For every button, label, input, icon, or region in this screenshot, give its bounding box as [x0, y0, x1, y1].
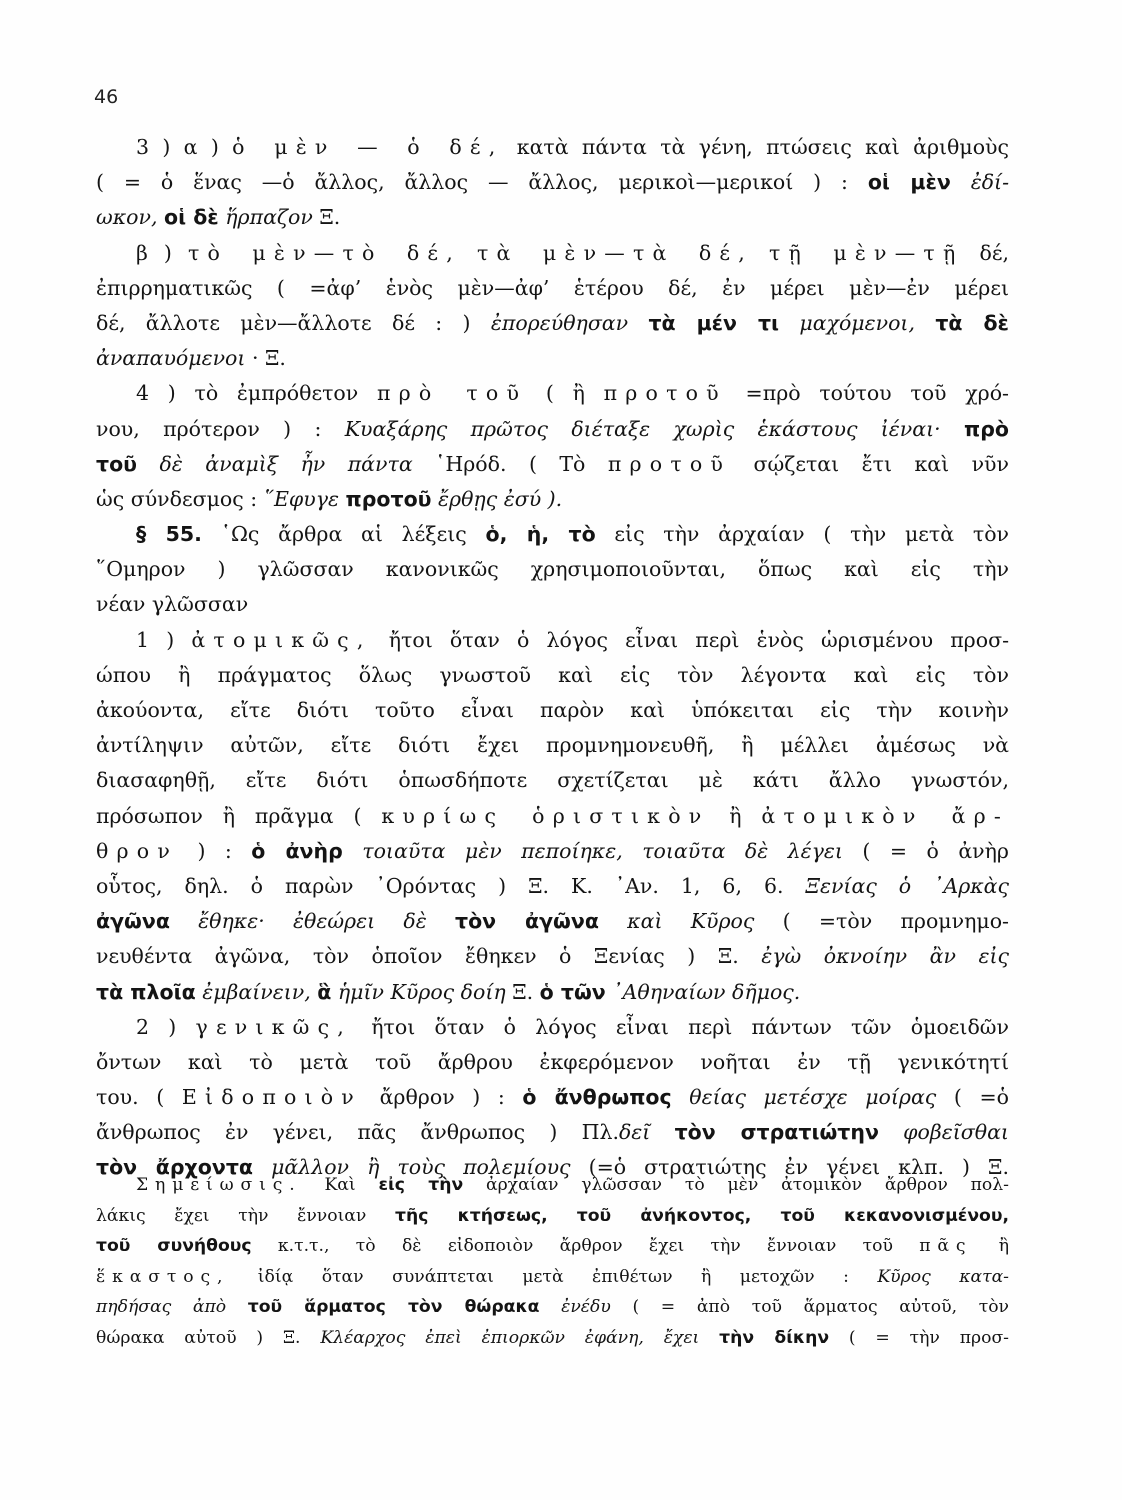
text-line: οὗτος, δηλ. ὁ παρὼν ᾿Ορόντας ) Ξ. Κ. ᾿Αν. 1, 6, 6. Ξενίας ὁ ᾿Αρκὰς	[96, 873, 1010, 898]
footnote-line: Σημείωσις. Καὶ εἰς τὴν ἀρχαίαν γλῶσσαν τὸ μὲν ἀτομικὸν ἄρθρον πολ-	[136, 1175, 1009, 1195]
text-line: θρον ) : ὁ ἀνὴρ τοιαῦτα μὲν πεποίηκε, τοιαῦτα δὲ λέγει ( = ὁ ἀνὴρ	[96, 838, 1009, 863]
footnote-line: τοῦ συνήθους κ.τ.τ., τὸ δὲ εἰδοποιὸν ἄρθρον ἔχει τὴν ἔννοιαν τοῦ πᾶς ἢ	[96, 1236, 1009, 1256]
text-line: του. ( Εἰδοποιὸν ἄρθρον ) : ὁ ἄνθρωπος θείας μετέσχε μοίρας ( =ὁ	[96, 1085, 1009, 1110]
text-line: πρόσωπον ἢ πρᾶγμα ( κυρίως ὁριστικὸν ἢ ἀτομικὸν ἄρ-	[96, 803, 1009, 828]
text-line: 1 ) ἀτομικῶς, ἤτοι ὅταν ὁ λόγος εἶναι περὶ ἑνὸς ὡρισμένου προσ-	[136, 627, 1009, 652]
page-number: 46	[94, 86, 119, 108]
main-text	[96, 130, 1009, 1186]
text-line: § 55. ῾Ως ἄρθρα αἱ λέξεις ὁ, ἡ, τὸ εἰς τὴν ἀρχαίαν ( τὴν μετὰ τὸν	[136, 522, 1009, 547]
text-line: ώπου ἢ πράγματος ὅλως γνωστοῦ καὶ εἰς τὸν λέγοντα καὶ εἰς τὸν	[96, 662, 1009, 687]
footnote-line: πηδήσας ἀπὸ τοῦ ἅρματος τὸν θώρακα ἐνέδυ ( = ἀπὸ τοῦ ἅρματος αὐτοῦ, τὸν	[96, 1297, 1009, 1317]
footnote-line: λάκις ἔχει τὴν ἔννοιαν τῆς κτήσεως, τοῦ ἀνήκοντος, τοῦ κεκανονισμένου,	[96, 1205, 1009, 1226]
text-line: ὄντων καὶ τὸ μετὰ τοῦ ἄρθρου ἐκφερόμενον νοῆται ἐν τῇ γενικότητί	[96, 1049, 1009, 1074]
text-line: ἀναπαυόμενοι · Ξ.	[96, 346, 286, 371]
text-line: τὸν ἄρχοντα μᾶλλον ἢ τοὺς πολεμίους (=ὁ στρατιώτης ἐν γένει κλπ. ) Ξ.	[96, 1155, 1009, 1180]
text-line: 3 ) α ) ὁ μὲν — ὁ δέ, κατὰ πάντα τὰ γένη, πτώσεις καὶ ἀριθμοὺς	[136, 135, 1010, 159]
footnote-text	[96, 1170, 1009, 1353]
text-line: νευθέντα ἀγῶνα, τὸν ὁποῖον ἔθηκεν ὁ Ξενίας ) Ξ. ἐγὼ ὀκνοίην ἂν εἰς	[96, 944, 1010, 969]
text-line: 2 ) γενικῶς, ἤτοι ὅταν ὁ λόγος εἶναι περὶ πάντων τῶν ὁμοειδῶν	[136, 1014, 1009, 1039]
footnote-line: θώρακα αὐτοῦ ) Ξ. Κλέαρχος ἐπεὶ ἐπιορκῶν ἐφάνη, ἔχει τὴν δίκην ( = τὴν προσ-	[96, 1327, 1009, 1348]
text-line: 4 ) τὸ ἐμπρόθετον πρὸ τοῦ ( ἢ προτοῦ =πρὸ τούτου τοῦ χρό-	[136, 381, 1009, 406]
text-line: ἄνθρωπος ἐν γένει, πᾶς ἄνθρωπος ) Πλ.δεῖ τὸν στρατιώτην φοβεῖσθαι	[96, 1120, 1009, 1145]
text-line: διασαφηθῇ, εἴτε διότι ὁπωσδήποτε σχετίζεται μὲ κάτι ἄλλο γνωστόν,	[96, 768, 1009, 793]
text-line: τὰ πλοῖα ἐμβαίνειν, ἃ ἡμῖν Κῦρος δοίη Ξ. ὁ τῶν ᾿Αθηναίων δῆμος.	[96, 979, 801, 1004]
text-line: δέ, ἄλλοτε μὲν—ἄλλοτε δέ : ) ἐπορεύθησαν τὰ μέν τι μαχόμενοι, τὰ δὲ	[96, 310, 1009, 335]
text-line: νέαν γλῶσσαν	[96, 592, 249, 617]
text-line: β ) τὸ μὲν—τὸ δέ, τὰ μὲν—τὰ δέ, τῇ μὲν—τῇ δέ,	[136, 240, 1009, 265]
text-line: ὡς σύνδεσμος : ῞Εφυγε προτοῦ ἔρθῃς ἐσύ ).	[96, 486, 563, 511]
text-line: ( = ὁ ἕνας —ὁ ἄλλος, ἄλλος — ἄλλος, μερικοὶ—μερικοί ) : οἱ μὲν ἐδί-	[96, 170, 1009, 195]
text-line: ωκον, οἱ δὲ ἥρπαζον Ξ.	[96, 205, 341, 230]
footnote-line: ἕκαστος, ἰδίᾳ ὅταν συνάπτεται μετὰ ἐπιθέτων ἢ μετοχῶν : Κῦρος κατα-	[96, 1266, 1009, 1287]
text-line: ἀκούοντα, εἴτε διότι τοῦτο εἶναι παρὸν καὶ ὑπόκειται εἰς τὴν κοινὴν	[96, 698, 1009, 722]
text-line: τοῦ δὲ ἀναμὶξ ἦν πάντα ῾Ηρόδ. ( Τὸ προτοῦ σῴζεται ἔτι καὶ νῦν	[96, 451, 1009, 476]
text-line: νου, πρότερον ) : Κυαξάρης πρῶτος διέταξε χωρὶς ἑκάστους ἰέναι· πρὸ	[96, 416, 1009, 441]
text-line: ἐπιρρηματικῶς ( =ἀφ’ ἑνὸς μὲν—ἀφ’ ἑτέρου δέ, ἐν μέρει μὲν—ἐν μέρει	[96, 275, 1009, 300]
text-line: ἀντίληψιν αὐτῶν, εἴτε διότι ἔχει προμνημονευθῆ, ἢ μέλλει ἀμέσως νὰ	[96, 733, 1009, 758]
text-line: ῞Ομηρον ) γλῶσσαν κανονικῶς χρησιμοποιοῦνται, ὅπως καὶ εἰς τὴν	[96, 557, 1009, 582]
text-line: ἀγῶνα ἔθηκε· ἐθεώρει δὲ τὸν ἀγῶνα καὶ Κῦρος ( =τὸν προμνημο-	[96, 909, 1009, 934]
